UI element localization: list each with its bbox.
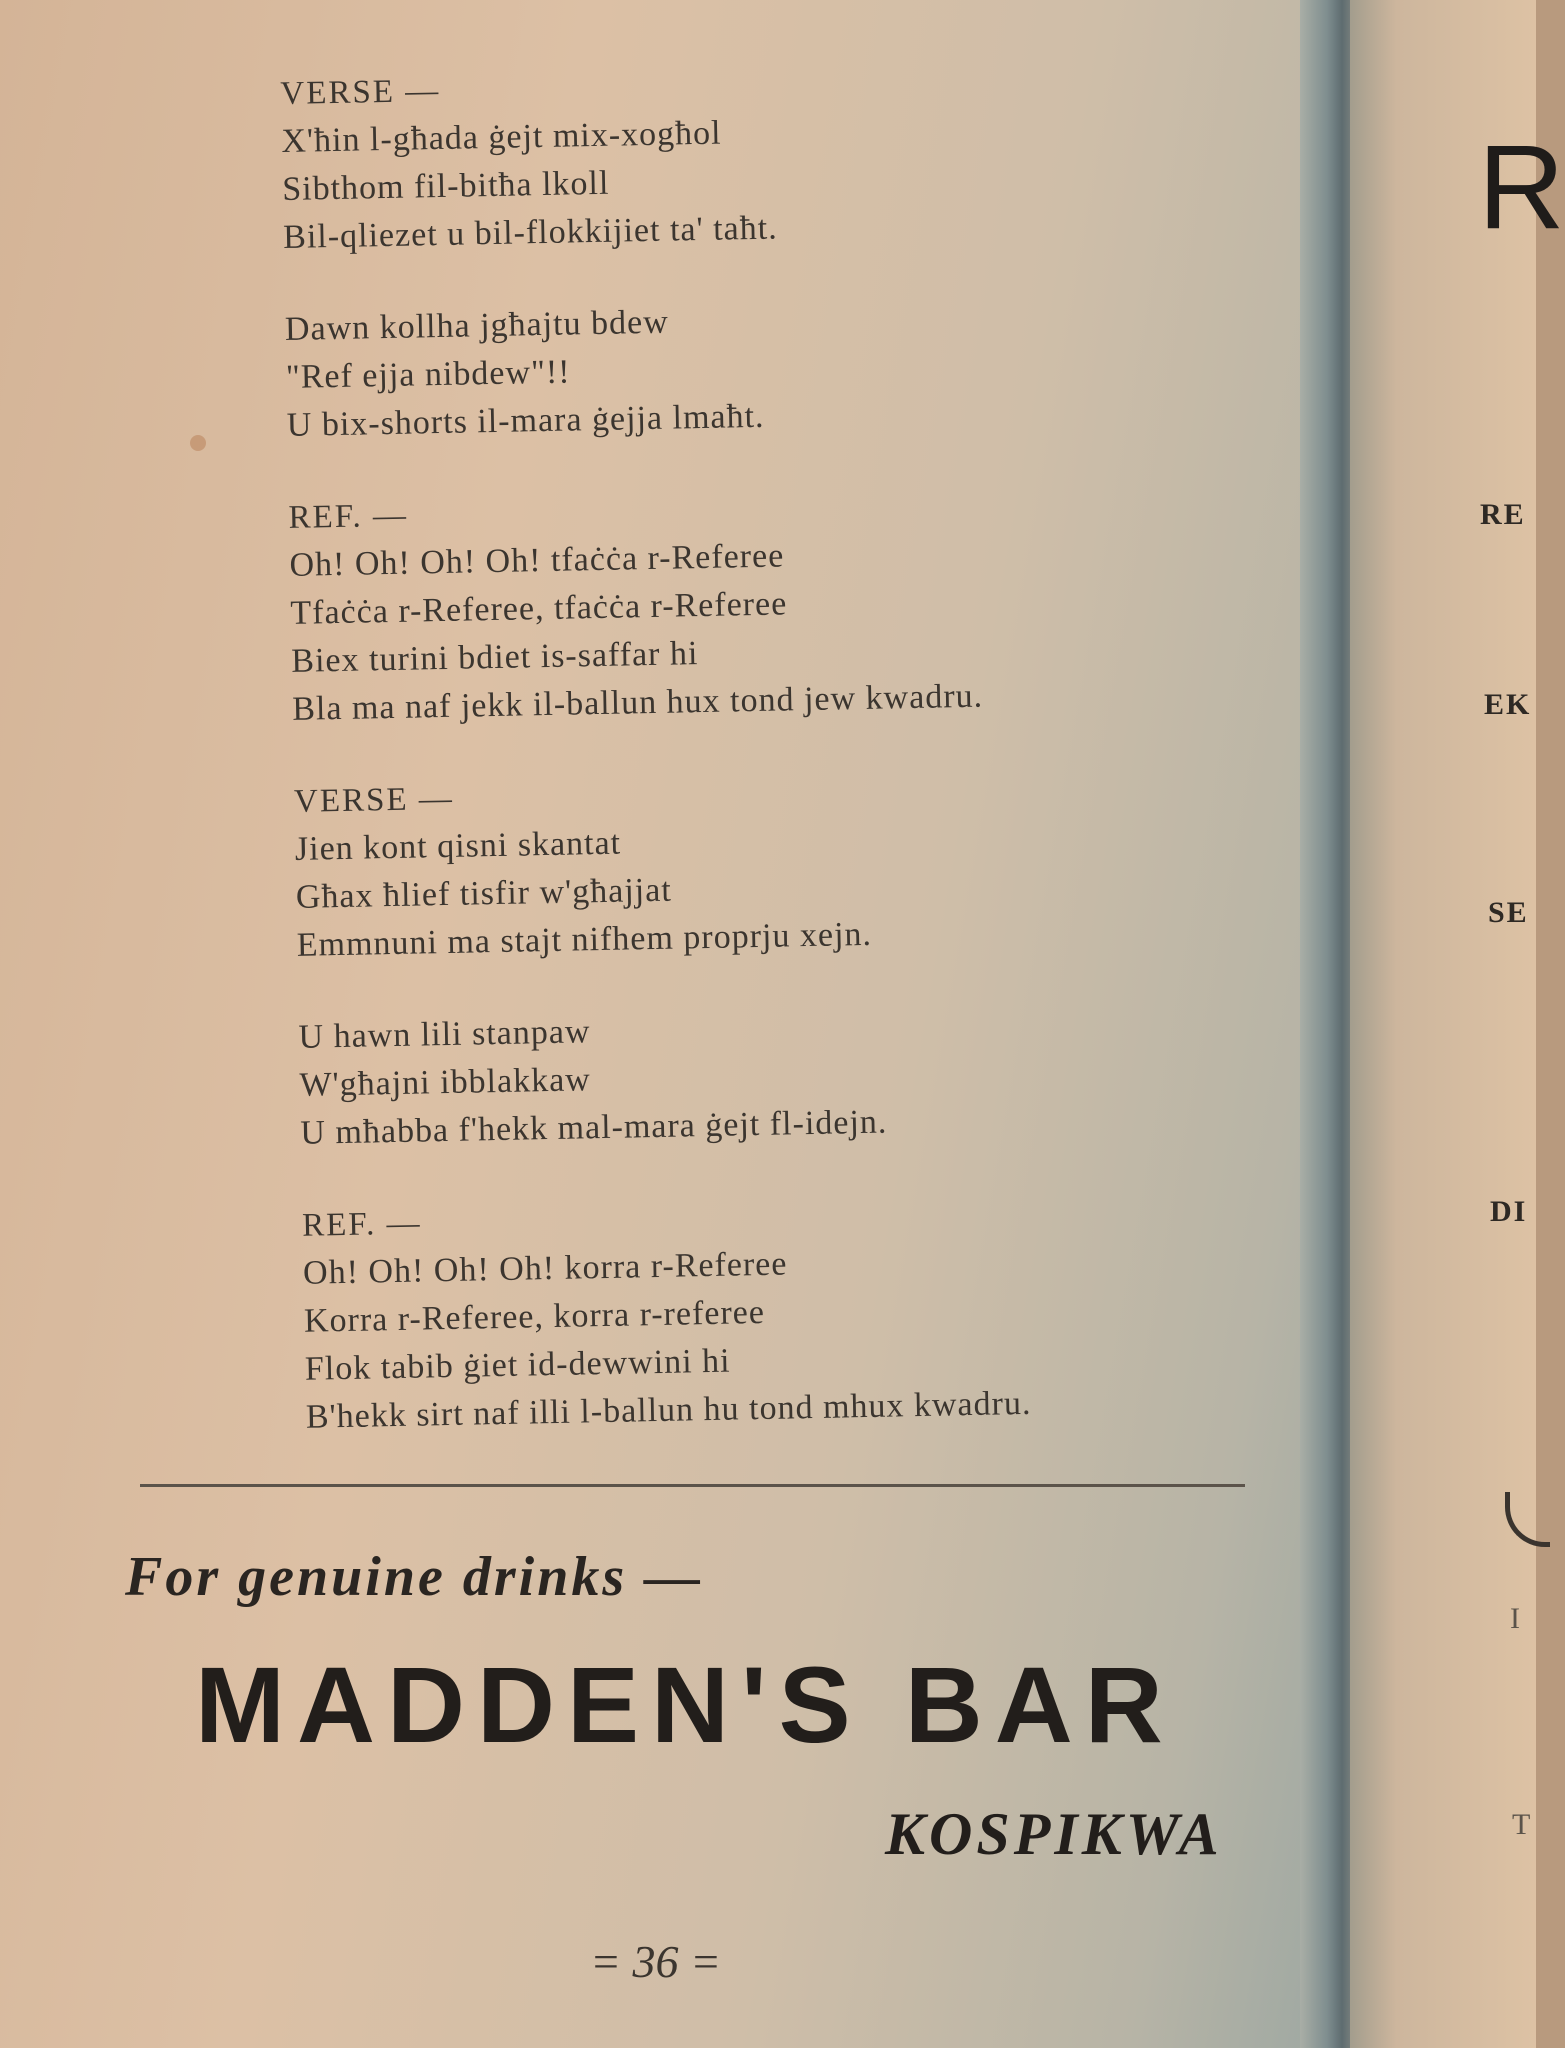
- right-page-fragment: RE: [1480, 498, 1526, 531]
- lyric-line: Jien kont qisni skantat: [294, 824, 622, 868]
- lyric-line: Flok tabib ġiet id-dewwini hi: [304, 1342, 731, 1388]
- right-page-fragment: DI: [1490, 1195, 1528, 1228]
- stanza: [298, 995, 1301, 1158]
- stanza: [280, 51, 1284, 262]
- stanza-label: REF. —: [288, 497, 409, 536]
- lyric-line: Għax ħlief tisfir w'għajjat: [295, 871, 673, 916]
- right-page: [1350, 0, 1536, 2048]
- right-page-fragment: T: [1512, 1808, 1533, 1841]
- right-page-fragment: I: [1510, 1602, 1522, 1635]
- lyric-line: X'ħin l-għada ġejt mix-xogħol: [281, 114, 722, 160]
- section-divider: [140, 1484, 1245, 1487]
- right-page-fragment: EK: [1484, 688, 1532, 721]
- ad-tagline: For genuine drinks —: [125, 1546, 704, 1608]
- lyric-line: U mħabba f'hekk mal-mara ġejt fl-idejn.: [300, 1103, 888, 1152]
- stanza: [302, 1183, 1306, 1442]
- lyric-line: U hawn lili stanpaw: [298, 1013, 591, 1056]
- stanza-label: VERSE —: [280, 72, 441, 112]
- lyric-line: Biex turini bdiet is-saffar hi: [291, 635, 699, 680]
- lyric-line: "Ref ejja nibdew"!!: [285, 353, 571, 396]
- lyric-line: W'għajni ibblakkaw: [299, 1061, 592, 1104]
- stanza: [294, 759, 1298, 970]
- lyric-line: Emmnuni ma stajt nifhem proprju xejn.: [296, 915, 873, 964]
- stanza-label: REF. —: [301, 1205, 422, 1244]
- lyric-line: Tfaċċa r-Referee, tfaċċa r-Referee: [290, 585, 788, 632]
- lyric-line: Oh! Oh! Oh! Oh! korra r-Referee: [302, 1245, 788, 1292]
- song-lyrics: [280, 51, 1307, 1486]
- lyric-line: Korra r-Referee, korra r-referee: [303, 1293, 766, 1340]
- stanza: [285, 287, 1288, 450]
- ad-business-name: MADDEN'S BAR: [195, 1644, 1175, 1765]
- right-page-heading-letter: R: [1478, 120, 1565, 254]
- ad-location: KOSPIKWA: [885, 1801, 1223, 1867]
- page-number: = 36 =: [590, 1936, 722, 1987]
- right-page-fragment: SE: [1488, 896, 1529, 929]
- lyric-line: U bix-shorts il-mara ġejja lmaħt.: [286, 397, 765, 444]
- lyric-line: Bla ma naf jekk il-ballun hux tond jew kwadru.: [291, 677, 984, 728]
- lyric-line: Dawn kollha jgħajtu bdew: [284, 303, 670, 348]
- stanza-label: VERSE —: [293, 780, 455, 820]
- lyric-line: Bil-qliezet u bil-flokkijiet ta' taħt.: [282, 209, 778, 256]
- paper-stain: [190, 435, 206, 451]
- lyric-line: Oh! Oh! Oh! Oh! tfaċċa r-Referee: [289, 537, 785, 584]
- stanza: [288, 475, 1292, 734]
- lyric-line: B'hekk sirt naf illi l-ballun hu tond mhux kwadru.: [305, 1384, 1032, 1436]
- lyric-line: Sibthom fil-bitħa lkoll: [281, 164, 610, 208]
